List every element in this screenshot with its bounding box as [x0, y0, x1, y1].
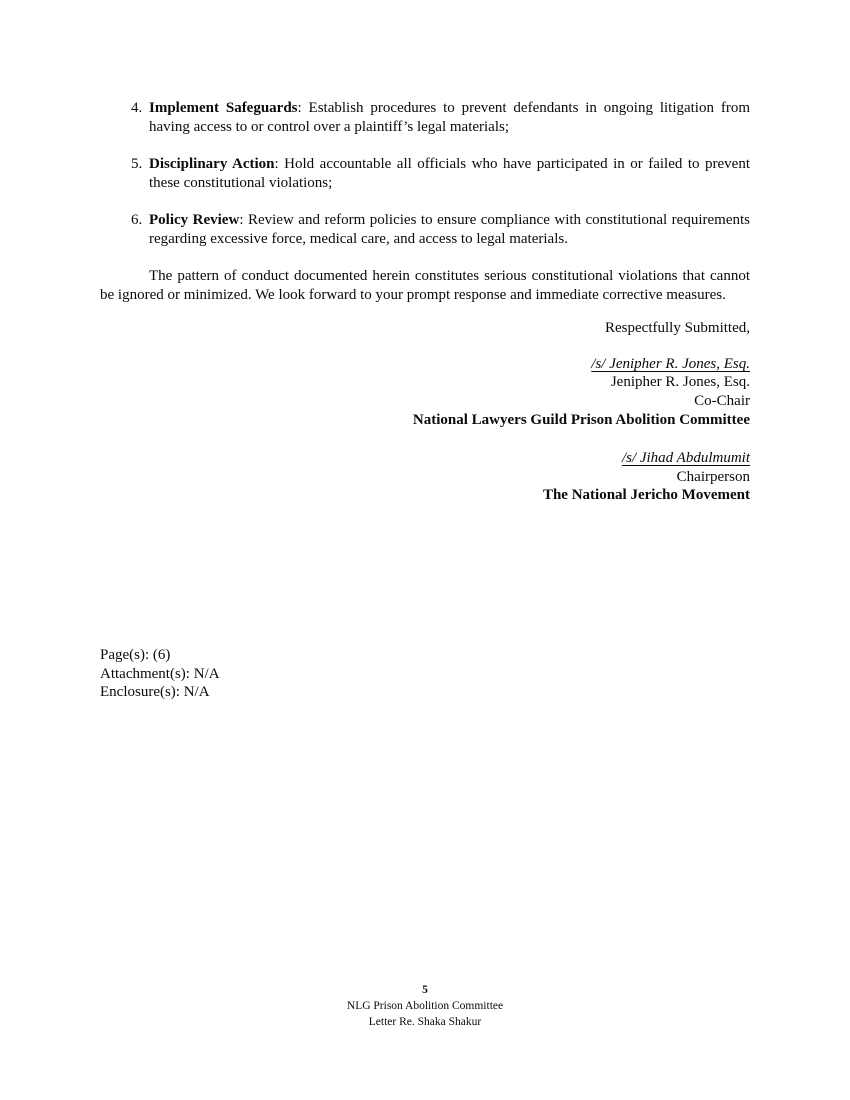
signature-text: /s/ Jenipher R. Jones, Esq. — [591, 355, 750, 372]
list-item-text: : Hold accountable all officials who have participated in or failed to prevent these constitutional violations; — [149, 155, 750, 191]
signature-text: /s/ Jihad Abdulmumit — [621, 450, 750, 467]
closing-paragraph: The pattern of conduct documented herein constitutes serious constitutional violations that cannot be ignored or minimized. We look forward to your prompt response and immediate corrective measures. — [100, 267, 750, 303]
signer-title: Chairperson — [676, 468, 750, 485]
signature-block-abdulmumit — [100, 449, 750, 505]
enclosures-line: Enclosure(s): N/A — [100, 684, 210, 701]
signer-organization: The National Jericho Movement — [542, 487, 750, 504]
signature-line — [100, 355, 750, 374]
page-number: 5 — [422, 984, 428, 996]
signature-line — [100, 449, 750, 468]
pages-line: Page(s): (6) — [100, 647, 171, 663]
list-item-4 — [100, 99, 750, 136]
signer-title: Co-Chair — [694, 392, 750, 409]
signer-name: Jenipher R. Jones, Esq. — [610, 374, 750, 391]
list-item-text: : Establish procedures to prevent defendants in ongoing litigation from having access to or control over a plaintiff’s legal materials; — [149, 100, 750, 135]
list-number: 5. — [131, 155, 143, 172]
list-item-text: : Review and reform policies to ensure compliance with constitutional requirements regarding excessive force, medical care, and access to legal materials. — [149, 211, 750, 247]
enclosure-block — [100, 646, 220, 702]
list-item-5 — [100, 155, 750, 192]
attachments-line: Attachment(s): N/A — [100, 665, 220, 682]
list-item-heading: Policy Review — [149, 211, 240, 228]
signer-organization: National Lawyers Guild Prison Abolition Committee — [412, 411, 750, 428]
letter-body — [100, 99, 750, 505]
valediction: Respectfully Submitted, — [605, 320, 750, 337]
list-item-heading: Implement Safeguards — [149, 100, 298, 116]
list-item-6 — [100, 211, 750, 248]
page-footer — [0, 982, 850, 1030]
list-number: 6. — [131, 211, 143, 228]
footer-subject: Letter Re. Shaka Shakur — [368, 1016, 482, 1028]
list-number: 4. — [131, 100, 143, 116]
list-item-heading: Disciplinary Action — [149, 155, 275, 172]
footer-committee: NLG Prison Abolition Committee — [346, 1000, 504, 1012]
signature-block-jones — [100, 355, 750, 429]
